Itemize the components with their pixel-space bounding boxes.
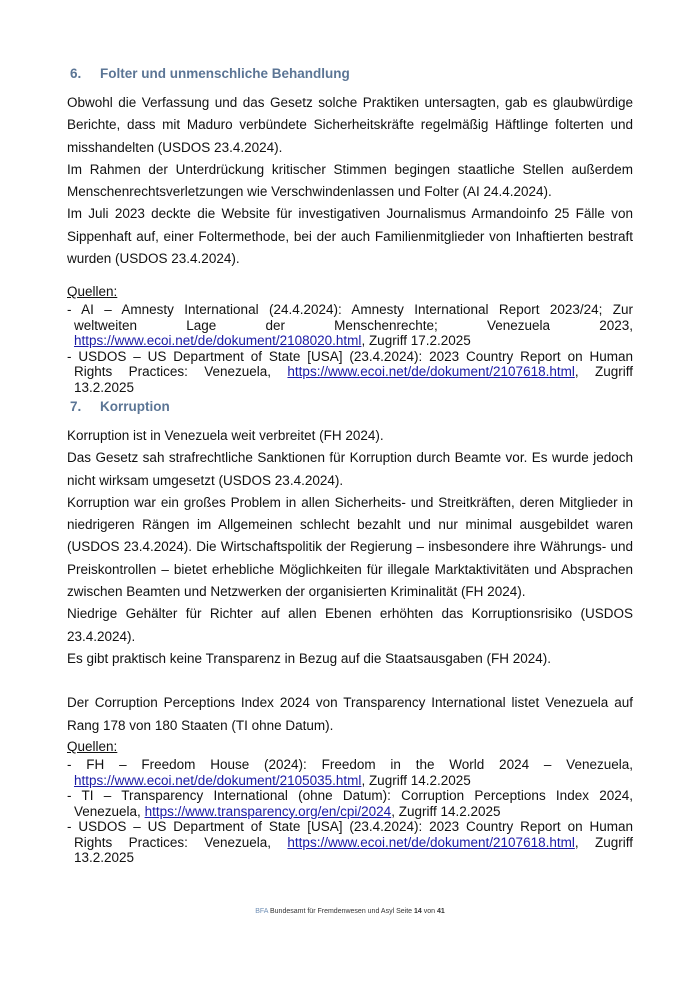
section-title: Folter und unmenschliche Behandlung	[100, 66, 350, 81]
section-heading-7	[67, 399, 633, 414]
source-item	[67, 757, 633, 788]
footer-of: von	[423, 908, 436, 915]
source-link[interactable]: https://www.ecoi.net/de/dokument/2107618.html	[287, 364, 575, 379]
section-7-body	[67, 425, 633, 737]
source-item	[67, 819, 633, 866]
sources-label: Quellen:	[67, 739, 118, 754]
footer-page-number: 14	[414, 908, 422, 915]
bfa-logo: BFA	[255, 908, 269, 915]
paragraph: Korruption ist in Venezuela weit verbreitet (FH 2024).	[67, 428, 384, 443]
paragraph: Das Gesetz sah strafrechtliche Sanktionen für Korruption durch Beamte vor. Es wurde jedoch nicht wirksam umgesetzt (USDOS 23.4.2024).	[67, 450, 633, 488]
source-text: - FH – Freedom House (2024): Freedom in the World 2024 – Venezuela,	[67, 757, 633, 772]
page-footer	[0, 908, 700, 915]
section-heading-6	[67, 66, 633, 81]
source-access: , Zugriff 14.2.2025	[391, 803, 501, 819]
source-item	[67, 302, 633, 349]
paragraph: Obwohl die Verfassung und das Gesetz solche Praktiken untersagten, gab es glaubwürdige Berichte, dass mit Maduro verbündete Sicherheitskräfte regelmäßig Häftlinge folterten und misshandelten (USDOS 23.4.2024).	[67, 95, 633, 155]
source-access: , Zugriff 14.2.2025	[361, 772, 471, 788]
source-access: , Zugriff 17.2.2025	[361, 333, 471, 348]
paragraph: Im Juli 2023 deckte die Website für investigativen Journalismus Armandoinfo 25 Fälle von Sippenhaft auf, einer Foltermethode, bei der auch Familienmitglieder von Inhaftierten bestraft wurden (USDOS 23.4.2024).	[67, 206, 633, 267]
source-item	[67, 349, 633, 396]
paragraph: Korruption war ein großes Problem in allen Sicherheits- und Streitkräften, deren Mitglieder in niedrigeren Rängen im Allgemeinen schlecht bezahlt und nur minimal ausgebildet waren (USDOS 23.4.2024). Die Wirtschaftspolitik der Regierung – insbesondere ihre Währungs- und Preiskontrollen – bietet erhebliche Möglichkeiten für illegale Marktaktivitäten und Absprachen zwischen Beamten und Netzwerken der organisierten Kriminalität (FH 2024).	[67, 494, 633, 600]
source-text: - AI – Amnesty International (24.4.2024): Amnesty International Report 2023/24; Zur weltweiten Lage der Menschenrechte; Venezuela 2023,	[67, 302, 633, 333]
source-access: , Zugriff 13.2.2025	[74, 834, 633, 865]
source-link[interactable]: https://www.ecoi.net/de/dokument/2107618.html	[287, 834, 575, 850]
source-text: - USDOS – US Department of State [USA] (23.4.2024): 2023 Country Report on Human Rights Practices: Venezuela,	[67, 819, 633, 850]
section-6-body	[67, 92, 633, 270]
section-6-sources	[67, 282, 633, 395]
paragraph: Es gibt praktisch keine Transparenz in Bezug auf die Staatsausgaben (FH 2024).	[67, 650, 552, 666]
source-link[interactable]: https://www.ecoi.net/de/dokument/2105035.html	[74, 772, 362, 788]
paragraph: Niedrige Gehälter für Richter auf allen Ebenen erhöhten das Korruptionsrisiko (USDOS 23.4.2024).	[67, 606, 633, 644]
source-access: , Zugriff 13.2.2025	[74, 364, 633, 395]
section-title: Korruption	[100, 399, 170, 414]
footer-page-label: Seite	[396, 908, 413, 915]
source-item	[67, 788, 633, 819]
source-text: - TI – Transparency International (ohne Datum): Corruption Perceptions Index 2024, Venezuela,	[67, 788, 633, 819]
source-text: - USDOS – US Department of State [USA] (23.4.2024): 2023 Country Report on Human Rights Practices: Venezuela,	[67, 348, 633, 379]
footer-page-total: 41	[437, 908, 445, 915]
sources-label: Quellen:	[67, 284, 118, 299]
footer-org: Bundesamt für Fremdenwesen und Asyl	[270, 908, 395, 915]
paragraph: Im Rahmen der Unterdrückung kritischer Stimmen begingen staatliche Stellen außerdem Menschenrechtsverletzungen wie Verschwindenlassen und Folter (AI 24.4.2024).	[67, 161, 633, 200]
source-link[interactable]: https://www.ecoi.net/de/dokument/2108020.html	[74, 333, 362, 348]
paragraph: Der Corruption Perceptions Index 2024 von Transparency International listet Venezuela auf Rang 178 von 180 Staaten (TI ohne Datum).	[67, 695, 633, 733]
section-7-sources	[67, 737, 633, 866]
section-number: 7.	[70, 399, 82, 414]
source-link[interactable]: https://www.transparency.org/en/cpi/2024	[144, 803, 392, 819]
section-number: 6.	[70, 66, 82, 81]
